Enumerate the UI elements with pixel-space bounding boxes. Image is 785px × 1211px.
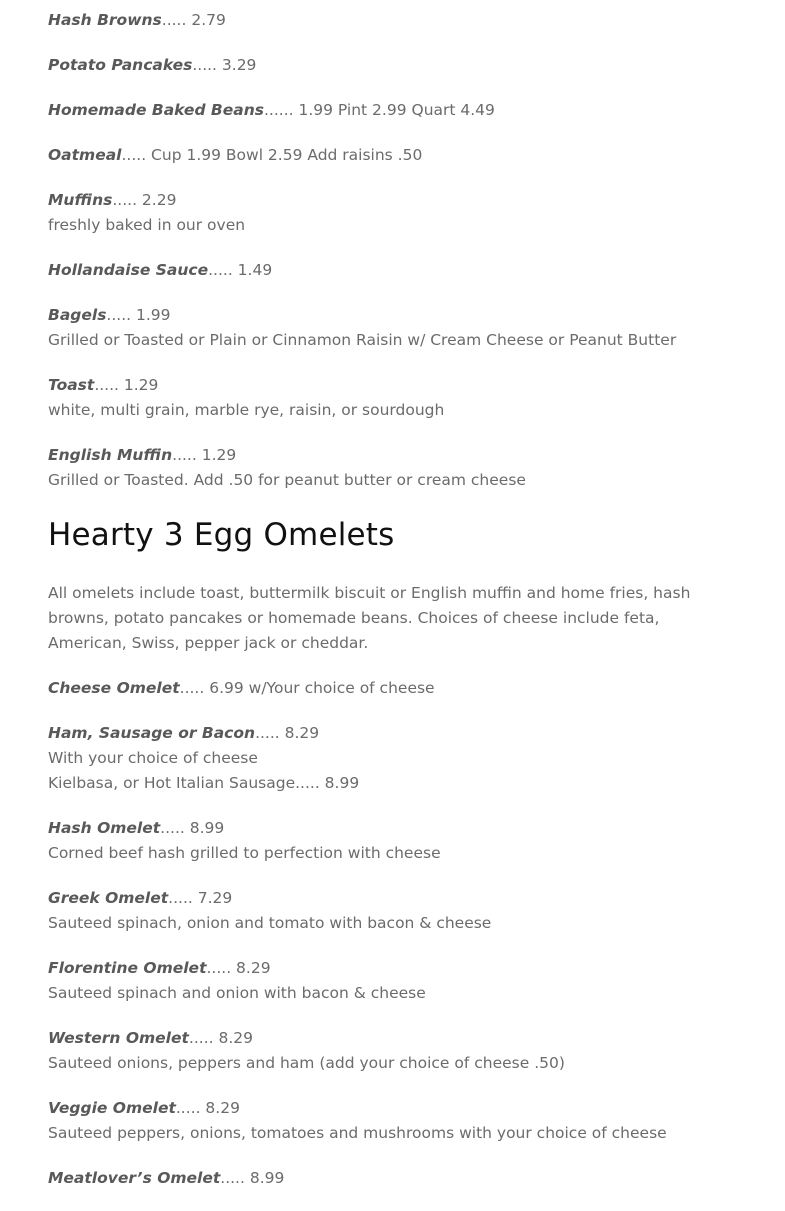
item-price: ..... 6.99 w/Your choice of cheese — [179, 679, 435, 697]
item-price: ..... 8.99 — [160, 819, 225, 837]
item-description: Sauteed spinach and onion with bacon & cheese — [48, 984, 426, 1002]
item-name: Western Omelet — [48, 1029, 189, 1047]
menu-content — [48, 8, 728, 1211]
item-price: ..... 3.29 — [192, 56, 257, 74]
item-price: ..... 1.29 — [172, 446, 237, 464]
item-name: Florentine Omelet — [48, 959, 207, 977]
menu-item-ham-sausage-bacon — [48, 721, 728, 796]
item-description: Corned beef hash grilled to perfection with cheese — [48, 844, 441, 862]
item-description-extra: Kielbasa, or Hot Italian Sausage..... 8.99 — [48, 774, 360, 792]
item-name: English Muffin — [48, 446, 173, 464]
item-description: Sauteed peppers, onions, tomatoes and mushrooms with your choice of cheese — [48, 1124, 667, 1142]
item-price: ..... Cup 1.99 Bowl 2.59 Add raisins .50 — [121, 146, 423, 164]
section-title: Hearty 3 Egg Omelets — [48, 517, 395, 553]
item-price: ..... 1.99 — [106, 306, 171, 324]
menu-item-potato-pancakes — [48, 53, 728, 78]
item-name: Veggie Omelet — [48, 1099, 176, 1117]
item-name: Homemade Baked Beans — [48, 101, 264, 119]
item-price: ..... 1.49 — [208, 261, 273, 279]
item-name: Cheese Omelet — [48, 679, 180, 697]
item-name: Hash Omelet — [48, 819, 161, 837]
section-intro: All omelets include toast, buttermilk biscuit or English muffin and home fries, hash browns, potato pancakes or homemade beans. Choices of cheese include feta, American, Swiss, pepper jack or cheddar. — [48, 584, 691, 652]
item-price: ...... 1.99 Pint 2.99 Quart 4.49 — [263, 101, 495, 119]
item-price: ..... 8.29 — [188, 1029, 253, 1047]
menu-item-oatmeal — [48, 143, 728, 168]
item-price: ..... 8.99 — [220, 1169, 285, 1187]
item-name: Ham, Sausage or Bacon — [48, 724, 256, 742]
item-price: ..... 2.79 — [161, 11, 226, 29]
item-price: ..... 8.29 — [206, 959, 271, 977]
menu-item-hash-omelet — [48, 816, 728, 866]
menu-item-bagels — [48, 303, 728, 353]
item-description: With your choice of cheese — [48, 749, 258, 767]
item-description: Grilled or Toasted or Plain or Cinnamon Raisin w/ Cream Cheese or Peanut Butter — [48, 331, 677, 349]
item-description: Grilled or Toasted. Add .50 for peanut butter or cream cheese — [48, 471, 526, 489]
item-description: Sauteed spinach, onion and tomato with bacon & cheese — [48, 914, 492, 932]
item-price: ..... 2.29 — [112, 191, 177, 209]
menu-item-western-omelet — [48, 1026, 728, 1076]
item-name: Muffins — [48, 191, 113, 209]
menu-item-baked-beans — [48, 98, 728, 123]
item-name: Meatlover’s Omelet — [48, 1169, 221, 1187]
item-name: Oatmeal — [48, 146, 122, 164]
item-price: ..... 8.29 — [255, 724, 320, 742]
menu-item-veggie-omelet — [48, 1096, 728, 1146]
menu-item-meatlovers-omelet — [48, 1166, 728, 1191]
item-name: Bagels — [48, 306, 107, 324]
menu-item-muffins — [48, 188, 728, 238]
item-description: freshly baked in our oven — [48, 216, 246, 234]
item-description: white, multi grain, marble rye, raisin, or sourdough — [48, 401, 445, 419]
menu-item-cheese-omelet — [48, 676, 728, 701]
menu-item-english-muffin — [48, 443, 728, 493]
item-price: ..... 1.29 — [94, 376, 159, 394]
menu-item-florentine-omelet — [48, 956, 728, 1006]
menu-item-greek-omelet — [48, 886, 728, 936]
item-name: Toast — [48, 376, 95, 394]
menu-item-hollandaise — [48, 258, 728, 283]
item-name: Hollandaise Sauce — [48, 261, 209, 279]
item-price: ..... 7.29 — [168, 889, 233, 907]
item-name: Greek Omelet — [48, 889, 169, 907]
menu-item-hash-browns — [48, 8, 728, 33]
item-price: ..... 8.29 — [175, 1099, 240, 1117]
item-name: Hash Browns — [48, 11, 162, 29]
item-description: Sauteed onions, peppers and ham (add your choice of cheese .50) — [48, 1054, 565, 1072]
item-name: Potato Pancakes — [48, 56, 193, 74]
menu-item-toast — [48, 373, 728, 423]
